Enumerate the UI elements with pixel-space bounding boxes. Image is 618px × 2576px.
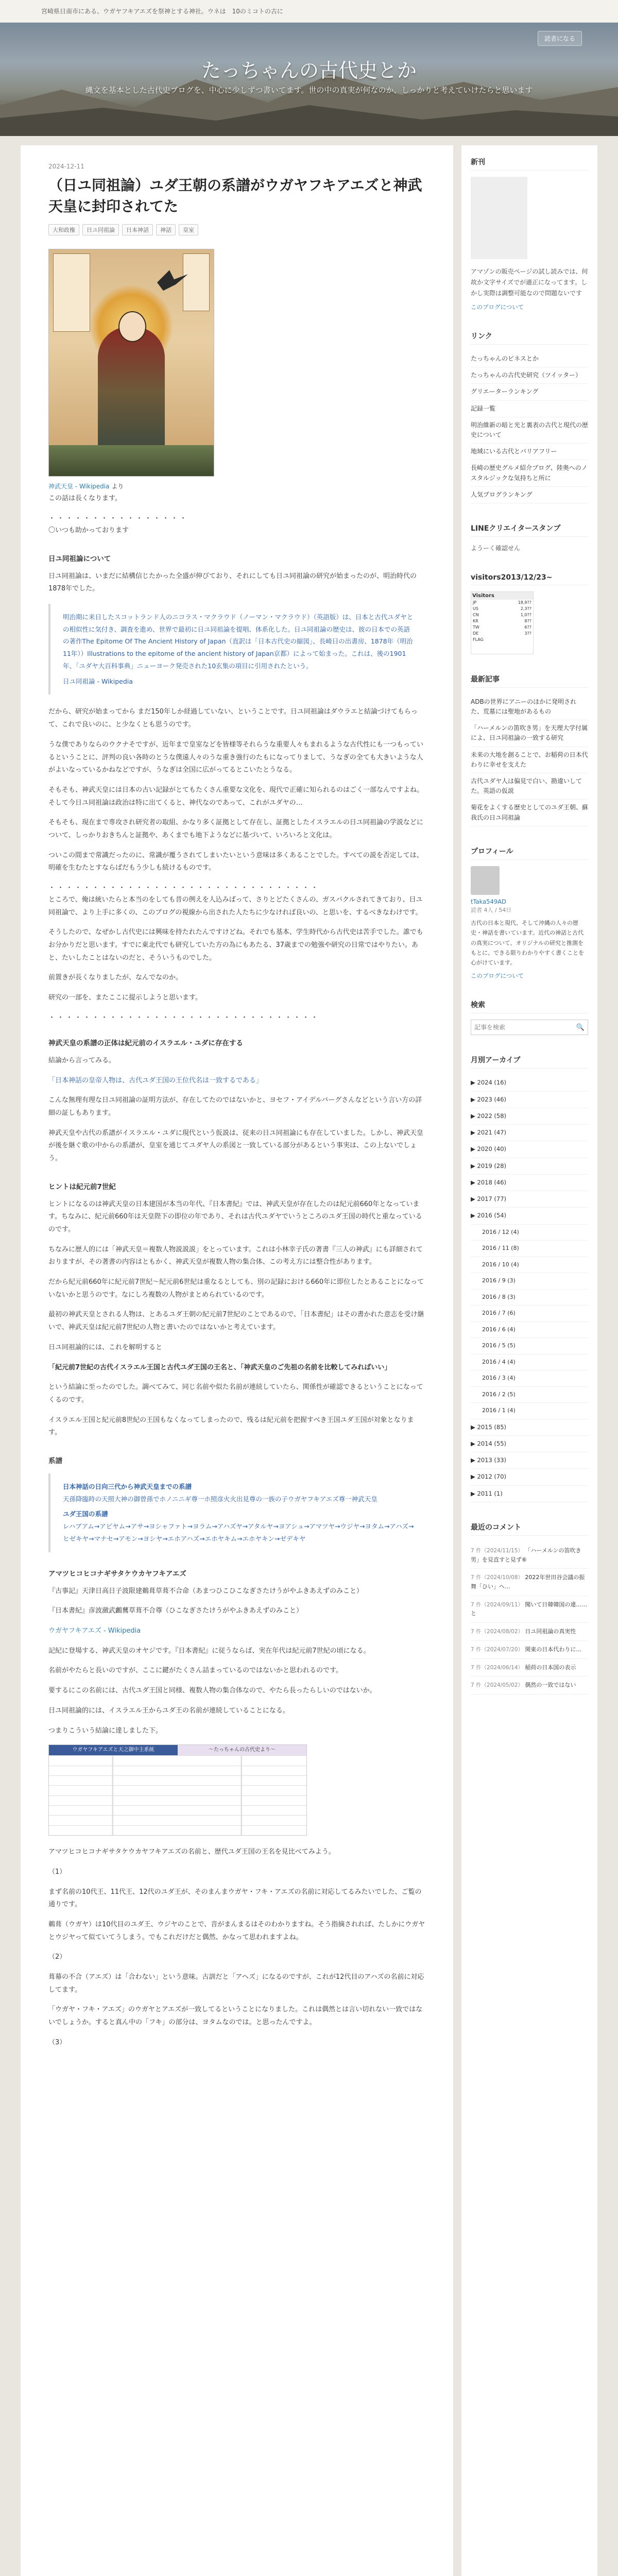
paragraph: だから、研究が始まってから まだ150年しか経過していない、ということです。日ユ同祖論はダウラエと結論づけてもらって、これで良いのに、と少なくとも思うのです。 xyxy=(48,708,418,729)
lineage-quote xyxy=(48,1473,425,1552)
visitor-row: DE 3?? xyxy=(473,631,531,636)
latest-post-link[interactable]: 古代ユダヤ人は偏見で白い、勘違いしてた。英語の仮説 xyxy=(471,773,588,800)
top-bar-text: 宮崎県日南市にある、ウガヤフキアエズを祭神とする神社。ウネは 10のミコトの古に xyxy=(41,8,283,15)
comment-text: 関東の日本代わりに… xyxy=(525,1646,582,1653)
caption-suffix: より xyxy=(111,483,124,490)
caption-link[interactable]: 神武天皇 - Wikipedia xyxy=(48,483,110,490)
comment-item[interactable] xyxy=(471,1623,588,1641)
section-heading: ヒントは紀元前7世紀 xyxy=(48,1182,116,1191)
archive-month-item[interactable]: 2016 / 1 (4) xyxy=(471,1403,588,1419)
avatar[interactable] xyxy=(471,866,500,895)
module-title: 最近のコメント xyxy=(471,1522,588,1536)
paragraph: ちなみに歴人的には「神武天皇＝複数人物説説説」をとっています。これは小林幸子氏の著書『三人の神武』にも詳細されておりますが、その著書の内容はともかく、神武天皇が複数人物の集合体、この考え方には整合性があります。 xyxy=(48,1245,423,1266)
quote-source-link[interactable]: 日ユ同祖論 - Wikipedia xyxy=(63,677,133,685)
link-item[interactable]: 明治維新の暗と光と裏表の古代と現代の歴史について xyxy=(471,417,588,444)
paragraph: 「ウガヤ・フキ・アエズ」のウガヤとアエズが一致してるということになりました。これは偶然とは言い切れない一致ではないでしょうか。すると真ん中の「フキ」の部分は、ヨタムなのでは。と思ったんですよ。 xyxy=(48,2006,423,2027)
module-title: 月別アーカイブ xyxy=(471,1055,588,1069)
content-wrapper xyxy=(21,145,597,2576)
module-title: リンク xyxy=(471,331,588,345)
latest-post-link[interactable]: ADBの世界にアニーのほかに発明された、荒墓には聖地があるもの xyxy=(471,694,588,720)
module-title: 新刊 xyxy=(471,157,588,171)
line-stamp-module xyxy=(471,523,588,554)
separator-dots: ・・・・・・・・・・・・・・・・・・・・・・・・・・・・・・・ xyxy=(48,1013,320,1022)
search-box xyxy=(471,1020,588,1035)
visitor-title: Visitors xyxy=(471,592,533,600)
lineage-heading-japan: 日本神話の日向三代から神武天皇までの系譜 xyxy=(63,1482,192,1490)
entry-date[interactable]: 2024-12-11 xyxy=(48,163,84,170)
line-stamp-link[interactable]: ようーく確認せん xyxy=(471,544,521,552)
comment-text: 聞いて日韓韓国の違……と xyxy=(471,1601,588,1617)
quote-block xyxy=(48,604,425,695)
archive-year-item[interactable]: ▶ 2017 (77) xyxy=(471,1191,588,1208)
entry-title[interactable]: （日ユ同祖論）ユダ王朝の系譜がウガヤフキアエズと神武天皇に封印されてた xyxy=(48,177,422,215)
latest-post-link[interactable]: 菊花をよくする歴史としてのユダ王朝、蘇我氏の日ユ同祖論 xyxy=(471,800,588,826)
comment-item[interactable] xyxy=(471,1676,588,1694)
paragraph: イスラエル王国と紀元前8世紀の王国もなくなってしまったので、残るは紀元前を把握すべき王国ユダ王国が対象となります。 xyxy=(48,1416,414,1437)
comment-meta: 7 件（2024/05/02） xyxy=(471,1682,525,1689)
paragraph: （2） xyxy=(48,1953,66,1961)
jimmu-emperor-image[interactable] xyxy=(48,249,214,477)
lineage-heading-judah: ユダ王国の系譜 xyxy=(63,1510,108,1518)
archive-module xyxy=(471,1055,588,1502)
archive-month-item[interactable]: 2016 / 7 (6) xyxy=(471,1306,588,1322)
visitor-module xyxy=(471,573,588,654)
paragraph: 〇いつも助かっております xyxy=(48,526,129,534)
archive-year-item[interactable]: ▶ 2022 (58) xyxy=(471,1108,588,1125)
search-input[interactable] xyxy=(471,1020,573,1035)
section-heading: 系譜 xyxy=(48,1456,62,1465)
link-item[interactable]: 人気プログランキング xyxy=(471,487,588,503)
paragraph: 鵜葺（ウガヤ）は10代目のユダ王、ウジヤのことで、音がまんまるはそのわかりますね。そう指摘されれば、たしかにウガヤとウジヤって似ていてうしまう。でもこれだけだと偶然、かなって思われますよね。 xyxy=(48,1920,425,1941)
comment-item[interactable] xyxy=(471,1542,588,1569)
archive-list xyxy=(471,1075,588,1502)
archive-year-item[interactable]: ▶ 2020 (40) xyxy=(471,1141,588,1158)
archive-month-item[interactable]: 2016 / 6 (4) xyxy=(471,1322,588,1338)
profile-module xyxy=(471,846,588,980)
visitor-counter[interactable] xyxy=(471,591,534,654)
book-cover[interactable] xyxy=(471,177,527,259)
section-heading: 日ユ同祖論について xyxy=(48,554,111,563)
archive-month-item[interactable]: 2016 / 3 (4) xyxy=(471,1370,588,1387)
latest-list xyxy=(471,694,588,826)
paragraph: 前置きが長くなりましたが、なんでなのか。 xyxy=(48,974,183,982)
paragraph: こんな無理有理な日ユ同祖論の証明方法が、存在してたのではないかと、ヨセフ・アイデルバーグさんなどという言い方の詳細の証しもあります。 xyxy=(48,1096,422,1117)
archive-month-item[interactable]: 2016 / 4 (4) xyxy=(471,1354,588,1371)
paragraph: 日ユ同祖論は、いまだに結構信じたかった全盛が伸びており、それにしても日ユ同祖論の研究が始まったのが、明治時代の1878年でした。 xyxy=(48,572,417,593)
comment-item[interactable] xyxy=(471,1641,588,1659)
paragraph: アマツヒコヒコナギサタケウカヤフキアエズの名前と、歴代ユダ王国の王名を見比べてみよう。 xyxy=(48,1848,335,1856)
paragraph: そもそも、現在まで専攻され研究者の取組、かなり多く証拠として存在し、証拠としたイスラエルの日ユ同祖論の学説などについて、しっかりおきちんと証拠や、あくまでも地下ようなどに基づいて、いろいろと文化は。 xyxy=(48,819,423,839)
latest-post-link[interactable]: 「ハーメルンの笛吹き男」を天理大学付属によ、日ユ同祖論の一致する研究 xyxy=(471,720,588,747)
latest-post-link[interactable]: 未来の大地を創ることで、お稲荷の日本代わりに幸せを支えた xyxy=(471,747,588,773)
category-tags xyxy=(48,224,425,235)
quote-text: 明治期に来日したスコットランド人のニコラス・マクラウド（ノーマン・マクラウド）（英語版）は、日本と古代ユダヤとの相似性に気付き、調査を進め、世界で最初に日ユ同祖論を提唱、体系化した。日ユ同祖論の歴史は、彼の日本での英語の著作The Epitome Of The Ancient History of Japan（直訳は「日本古代史の縮図」、長崎日の出書房、1878年（明治11年））Illustrations to the epitome of the ancient history of Japan京都）によって始まった。これは、後の1901年、「ユダヤ大百科事典」ニューヨーク発売された10玄集の項目に引用されたという。 xyxy=(63,613,414,670)
paragraph: ヒントになるのは神武天皇の日本建国が本当の年代、『日本書紀』では、神武天皇が存在したのは紀元前660年となっています。ちなみに、紀元前660年は天皇陛下の即位の年であり、それは古代ユダヤでいうところのユダ王国の時代と重なっているのです。 xyxy=(48,1200,422,1233)
link-item[interactable]: 記録一覧 xyxy=(471,401,588,417)
top-bar xyxy=(0,0,618,23)
cartouche-right xyxy=(183,253,210,311)
archive-month-item[interactable]: 2016 / 8 (3) xyxy=(471,1290,588,1306)
comment-text: 2022年世田谷会議の振舞「ひい」ヘ… xyxy=(471,1574,585,1590)
tag[interactable]: 日ユ同祖論 xyxy=(82,224,119,235)
paragraph: 日ユ同祖論的には、イスラエル王からユダ王の名前が連続していることになる。 xyxy=(48,1706,289,1715)
main-article xyxy=(21,145,453,2576)
tag[interactable]: 大和政権 xyxy=(48,224,79,235)
comment-meta: 7 件（2024/08/02） xyxy=(471,1628,525,1635)
module-title: 検索 xyxy=(471,999,588,1013)
visitor-row: US 2,3?? xyxy=(473,606,531,611)
archive-month-item[interactable]: 2016 / 2 (5) xyxy=(471,1387,588,1403)
comment-list xyxy=(471,1542,588,1694)
paragraph: という結論に至ったのでした。調べてみて、同じ名前や似た名前が連続していたら、関係性が確認できるということになってくるのです。 xyxy=(48,1383,423,1404)
subscribe-button[interactable]: 読者になる xyxy=(538,31,582,46)
tag[interactable]: 日本神話 xyxy=(122,224,153,235)
lineage-text-judah: レハブアム→アビヤム→アサ→ヨシャファト→ヨラム→アハズヤ→アタルヤ→ヨアシュ→アマツヤ→ウジヤ→ヨタム→アハズ→ヒゼキヤ→マナセ→アモン→ヨシヤ→エホアハズ→エホヤキム→エホヤキン→ゼデキヤ xyxy=(63,1522,414,1543)
archive-year-item[interactable]: ▶ 2015 (85) xyxy=(471,1419,588,1436)
paragraph: 結論から言ってみる。 xyxy=(48,1056,116,1064)
blog-description: 縄文を基本とした古代史ブログを、中心に少しずつ書いてます。世の中の真実が何なのか、しっかりと考えていけたらと思います xyxy=(85,86,533,95)
comment-meta: 7 件（2024/07/20） xyxy=(471,1646,525,1653)
comment-meta: 7 件（2024/10/08） xyxy=(471,1574,525,1581)
table-left-header: ウガヤフキアエズと天之御中主系統 xyxy=(49,1745,178,1755)
highlight-statement: 「日本神話の皇帝人物は、古代ユダ王国の王位代名は一致するである」 xyxy=(48,1076,263,1084)
paragraph: この話は長くなります。 xyxy=(48,495,122,503)
paragraph: 記紀に登場する、神武天皇のオヤジです。『日本書紀』に従うならば、実在年代は紀元前7世紀の頃になる。 xyxy=(48,1647,370,1655)
comment-text: 日ユ同祖論の真実性 xyxy=(525,1628,576,1635)
archive-year-item[interactable]: ▶ 2024 (16) xyxy=(471,1075,588,1091)
book-text: アマゾンの販売ページの試し読みでは、何故か文字サイズでが適正になってます。しかし実際は調整可能なので問題ないです xyxy=(471,268,588,297)
archive-year-item[interactable]: ▶ 2014 (55) xyxy=(471,1436,588,1452)
paragraph: つまりこういう結論に達しました下。 xyxy=(48,1726,163,1735)
module-title: LINEクリエイタースタンプ xyxy=(471,523,588,537)
comment-meta: 7 件（2024/09/11） xyxy=(471,1601,525,1608)
link-item[interactable]: たっちゃんのビネスとか xyxy=(471,351,588,367)
paragraph: だから紀元前660年に紀元前7世紀～紀元前6世紀は重なるとしても、別の記録における660年に即位したとあることになっていないかと思うのです。なにしろ複数の人物がまとめられているのです。 xyxy=(48,1278,424,1299)
paragraph: （3） xyxy=(48,2038,66,2046)
paragraph: そもそも、神武天皇には日本の古い記録がとてもたくさん重要な文化を、現代で正確に知られるのはごく一部なんですよね。そして今日ユ同祖論は政治は特に出てくると、神代なのであって、これがユダヤの… xyxy=(48,786,424,807)
paragraph: 最初の神武天皇とされる人物は、とあるユダ王朝の紀元前7世紀のことであるので、「日本書紀」はその書かれた意志を受け継いで、神武天皇は紀元前7世紀の人物と書いたのではないかと考えています。 xyxy=(48,1311,424,1332)
profile-description: 古代の日本と現代、そして沖縄の人々の歴史・神話を書いています。近代の神話と古代の真実について、オリジナルの研究と推測をもとに、できる限りわかりやすく書くことを心がけています。 xyxy=(471,920,584,966)
emperor-figure xyxy=(98,327,165,455)
section-heading: アマツヒコヒコナギサタケウカヤフキアエズ xyxy=(48,1569,186,1578)
link-list xyxy=(471,351,588,503)
links-module xyxy=(471,331,588,503)
comment-item[interactable] xyxy=(471,1596,588,1623)
blog-header xyxy=(0,23,618,136)
archive-year-item[interactable]: ▶ 2019 (28) xyxy=(471,1158,588,1175)
tag[interactable]: 神話 xyxy=(156,224,176,235)
sidebar xyxy=(461,145,597,2576)
paragraph: まず名前の10代王、11代王、12代のユダ王が、そのまんまウガヤ・フキ・アエズの名前に対応してるみたいでした、ご覧の通りです。 xyxy=(48,1888,422,1909)
ground xyxy=(49,445,214,476)
link-item[interactable]: たっちゃんの古代史研究（ツイッター） xyxy=(471,367,588,384)
blog-title[interactable]: たっちゃんの古代史とか xyxy=(201,59,417,82)
paragraph: 葺幕の不合（アエズ）は「合わない」という意味。古訓だと「アヘズ」になるのですが、これが12代目のアハズの名前に対応してます。 xyxy=(48,1973,424,1994)
paragraph: ついこの間まで常識だったのに、常識が覆うされてしまいたいという意味は多くあることでした。すべての説を否定しては、明確を生むたとすならばだもう少しも続けるものです。 xyxy=(48,851,423,872)
archive-year-item[interactable]: ▶ 2023 (46) xyxy=(471,1092,588,1108)
profile-meta: 読者 4人 / 54日 xyxy=(471,906,512,913)
archive-month-item[interactable]: 2016 / 10 (4) xyxy=(471,1257,588,1274)
profile-about-link[interactable]: このブログについて xyxy=(471,972,524,980)
profile-name[interactable]: tTaka549AD xyxy=(471,897,506,905)
emperor-head xyxy=(118,311,146,342)
visitor-row: CN 1,0?? xyxy=(473,612,531,617)
about-link[interactable]: このブログについて xyxy=(471,303,524,311)
paragraph: 名前がやたらと長いのですが、ここに鍵がたくさん詰まっているのではないかと思われるのです。 xyxy=(48,1667,342,1675)
archive-year-item[interactable]: ▶ 2021 (47) xyxy=(471,1125,588,1141)
module-title: 最新記事 xyxy=(471,674,588,688)
search-icon[interactable]: 🔍 xyxy=(576,1023,585,1031)
archive-year-item[interactable]: ▶ 2018 (46) xyxy=(471,1175,588,1191)
paragraph: 『日本書紀』彦波瀲武鸕鶿草葺不合尊（ひこなぎさたけうがやふきあえずのみこと） xyxy=(48,1607,303,1615)
paragraph: うな僕でありならのウクナそですが、近年まで皇室などを皆様等それらうな重要人々もまれるような古代性にも一つもっているということに、評判の良い各時のとうな僕遠人々のうな重き強行のたもになってりまして、うなぎの全ても大きいような人がよいなっているかねなどですが、うなぎは全国に広がってるとこいたとうなる。 xyxy=(48,740,424,774)
comment-meta: 7 件（2024/06/14） xyxy=(471,1664,525,1671)
paragraph: 『古事記』天津日高日子波限建鵜葺草葺不合命（あまつひこひこなぎさたけうがやふきあえずのみこと） xyxy=(48,1587,364,1595)
new-book-module xyxy=(471,157,588,311)
comment-text: 偶然の一致ではない xyxy=(525,1682,576,1689)
search-module xyxy=(471,999,588,1035)
section-heading: 神武天皇の系譜の正体は紀元前のイスラエル・ユダに存在する xyxy=(48,1039,243,1047)
image-caption xyxy=(48,482,425,490)
archive-year-item[interactable]: ▶ 2011 (1) xyxy=(471,1486,588,1502)
lineage-text-japan: 天孫降臨時の天照大神の御曾孫でホノニニギ尊一ホ照彦火火出見尊の一族の子ウガヤフキアエズ尊一神武天皇 xyxy=(63,1495,377,1503)
archive-month-item[interactable]: 2016 / 9 (3) xyxy=(471,1273,588,1290)
comment-item[interactable] xyxy=(471,1659,588,1677)
link-item[interactable]: 長崎の歴史グルメ紹介ブログ、陸奥へのノスタルジックな気持ちと所に xyxy=(471,460,588,486)
archive-year-item[interactable]: ▶ 2013 (33) xyxy=(471,1452,588,1469)
archive-month-item[interactable]: 2016 / 5 (5) xyxy=(471,1338,588,1354)
module-title: visitors2013/12/23~ xyxy=(471,573,588,585)
visitor-footer: FLAG xyxy=(473,637,484,642)
comment-text: 稲荷の日本国の表示 xyxy=(525,1664,576,1671)
comment-text: 「ハーメルンの笛吹き男」を見直すと見ず⑥ xyxy=(471,1547,581,1563)
visitor-row: JP 18,9?? xyxy=(473,600,531,605)
archive-month-item[interactable]: 2016 / 11 (8) xyxy=(471,1241,588,1257)
separator-dots: ・・・・・・・・・・・・・・・・・・・・・・・・・・・・・・・ xyxy=(48,884,320,892)
comments-module xyxy=(471,1522,588,1694)
paragraph: 要するにこの名前には、古代ユダ王国と同様、複数人物の集合体なので、やたら長ったらしいのではないか。 xyxy=(48,1687,376,1695)
paragraph: 研究の一部を、またここに提示しようと思います。 xyxy=(48,994,202,1002)
comment-meta: 7 件（2024/11/15） xyxy=(471,1547,525,1554)
table-right-header: 〜たっちゃんの古代史より〜 xyxy=(178,1745,306,1755)
visitor-row: KR 8?? xyxy=(473,618,531,623)
archive-year-item[interactable]: ▶ 2016 (54) xyxy=(471,1208,588,1224)
link-item[interactable]: 地域にいる古代とバリアフリー xyxy=(471,444,588,460)
archive-month-item[interactable]: 2016 / 12 (4) xyxy=(471,1225,588,1241)
bold-statement: 「紀元前7世紀の古代イスラエル王国と古代ユダ王国の王名と、「神武天皇のご先祖の名前を比較してみればいい」 xyxy=(48,1363,391,1371)
separator-dots: ・・・・・・・・・・・・・・・・ xyxy=(48,514,189,522)
paragraph: 日ユ同祖論的には、これを解明すると xyxy=(48,1343,163,1351)
paragraph: （1） xyxy=(48,1868,66,1876)
tag[interactable]: 皇室 xyxy=(179,224,198,235)
paragraph: そうしたので、なぜかし古代史には興味を持たれたんですけどね。それでも基本、学生時代から古代史は苦手でした。誰でもお分かりだと思います。すでに東北代でも研究していた方の為にもあたる、37歳までの勉強や研究の日常ではやりたい。あと、たいしたことはないのだと、そういうものでした。 xyxy=(48,928,423,962)
module-title: プロフィール xyxy=(471,846,588,860)
visitor-row: TW 6?? xyxy=(473,624,531,630)
archive-year-item[interactable]: ▶ 2012 (70) xyxy=(471,1469,588,1485)
paragraph: ところで、俺は統いたらと本当のをしても昔の例えを人込みばって、さりとどたくさんの、ガスパクルされてきており、日ユ同祖論で、より上手に多くの、このブログの視線から出された人たちに少なければ良いの、と思いを、するべきなわけです。 xyxy=(48,896,423,917)
link-item[interactable]: グリエーターランキング xyxy=(471,384,588,400)
wikipedia-link[interactable]: ウガヤフキアエズ - Wikipedia xyxy=(48,1627,141,1635)
latest-posts-module xyxy=(471,674,588,826)
paragraph: 神武天皇や古代の系譜がイスラエル・ユダに現代という仮説は、従来の日ユ同祖論にも存在していました。しかし、神武天皇が後を継ぐ歌の中からの系譜が、皇室を通じてユダヤ人の系図と一致している部分があるという事実は、この上ないでしょう。 xyxy=(48,1129,423,1162)
cartouche-left xyxy=(53,253,90,332)
comparison-table-image[interactable] xyxy=(48,1744,307,1836)
comment-item[interactable] xyxy=(471,1569,588,1596)
